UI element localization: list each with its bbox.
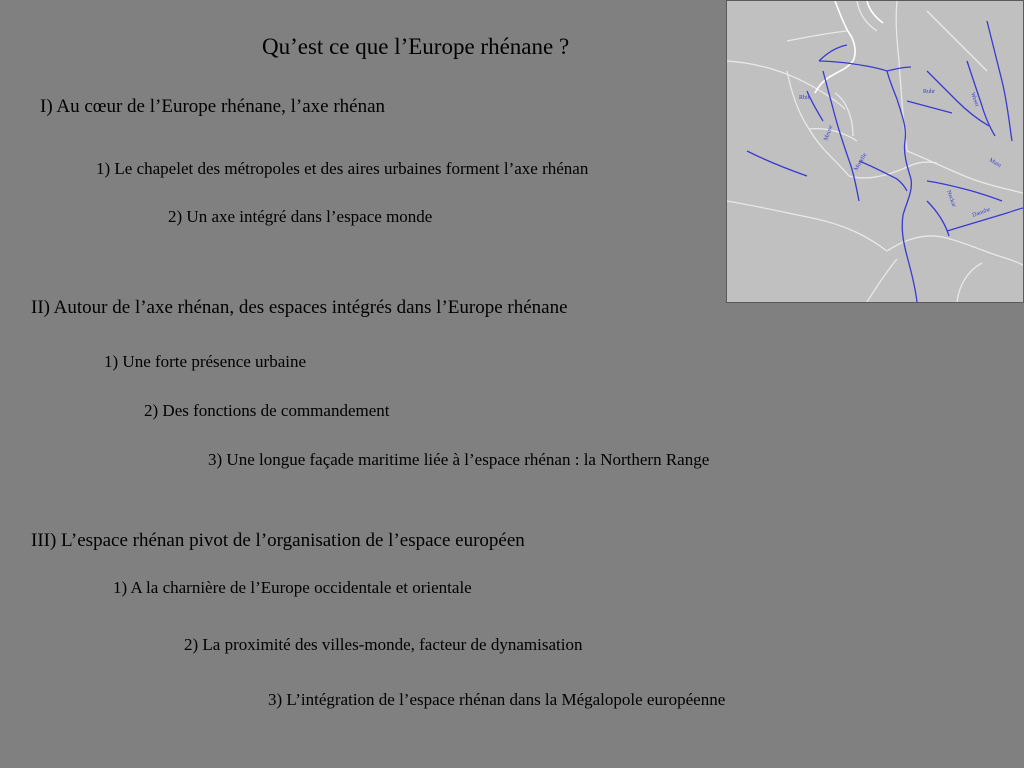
slide-title: Qu’est ce que l’Europe rhénane ? [262, 34, 570, 59]
map-drawing [727, 1, 1023, 302]
svg-text:Meuse: Meuse [823, 124, 835, 142]
section-2-item-2: 2) Des fonctions de commandement [144, 401, 390, 420]
section-1-item-1: 1) Le chapelet des métropoles et des aires urbaines forment l’axe rhénan [96, 159, 589, 178]
svg-text:Moselle: Moselle [853, 152, 869, 172]
section-3-item-3: 3) L’intégration de l’espace rhénan dans la Mégalopole européenne [268, 690, 726, 709]
section-1-item-2: 2) Un axe intégré dans l’espace monde [168, 207, 433, 226]
svg-text:Rhin: Rhin [799, 95, 811, 101]
svg-text:Neckar: Neckar [945, 189, 957, 208]
section-2-item-3: 3) Une longue façade maritime liée à l’espace rhénan : la Northern Range [208, 450, 710, 469]
rhine-region-map [726, 0, 1024, 303]
section-2-item-1: 1) Une forte présence urbaine [104, 352, 307, 371]
section-3-item-2: 2) La proximité des villes-monde, facteur de dynamisation [184, 635, 583, 654]
section-3-item-1: 1) A la charnière de l’Europe occidentale et orientale [113, 578, 472, 597]
svg-text:Danube: Danube [971, 206, 992, 219]
section-1-heading: I) Au cœur de l’Europe rhénane, l’axe rhénan [40, 96, 386, 117]
svg-text:Main: Main [988, 157, 1002, 170]
map-rivers [747, 21, 1023, 302]
map-borders [727, 1, 1023, 302]
section-3-heading: III) L’espace rhénan pivot de l’organisation de l’espace européen [31, 530, 525, 551]
svg-text:Weser: Weser [969, 91, 980, 108]
section-2-heading: II) Autour de l’axe rhénan, des espaces intégrés dans l’Europe rhénane [31, 297, 568, 318]
svg-text:Ruhr: Ruhr [923, 89, 935, 95]
